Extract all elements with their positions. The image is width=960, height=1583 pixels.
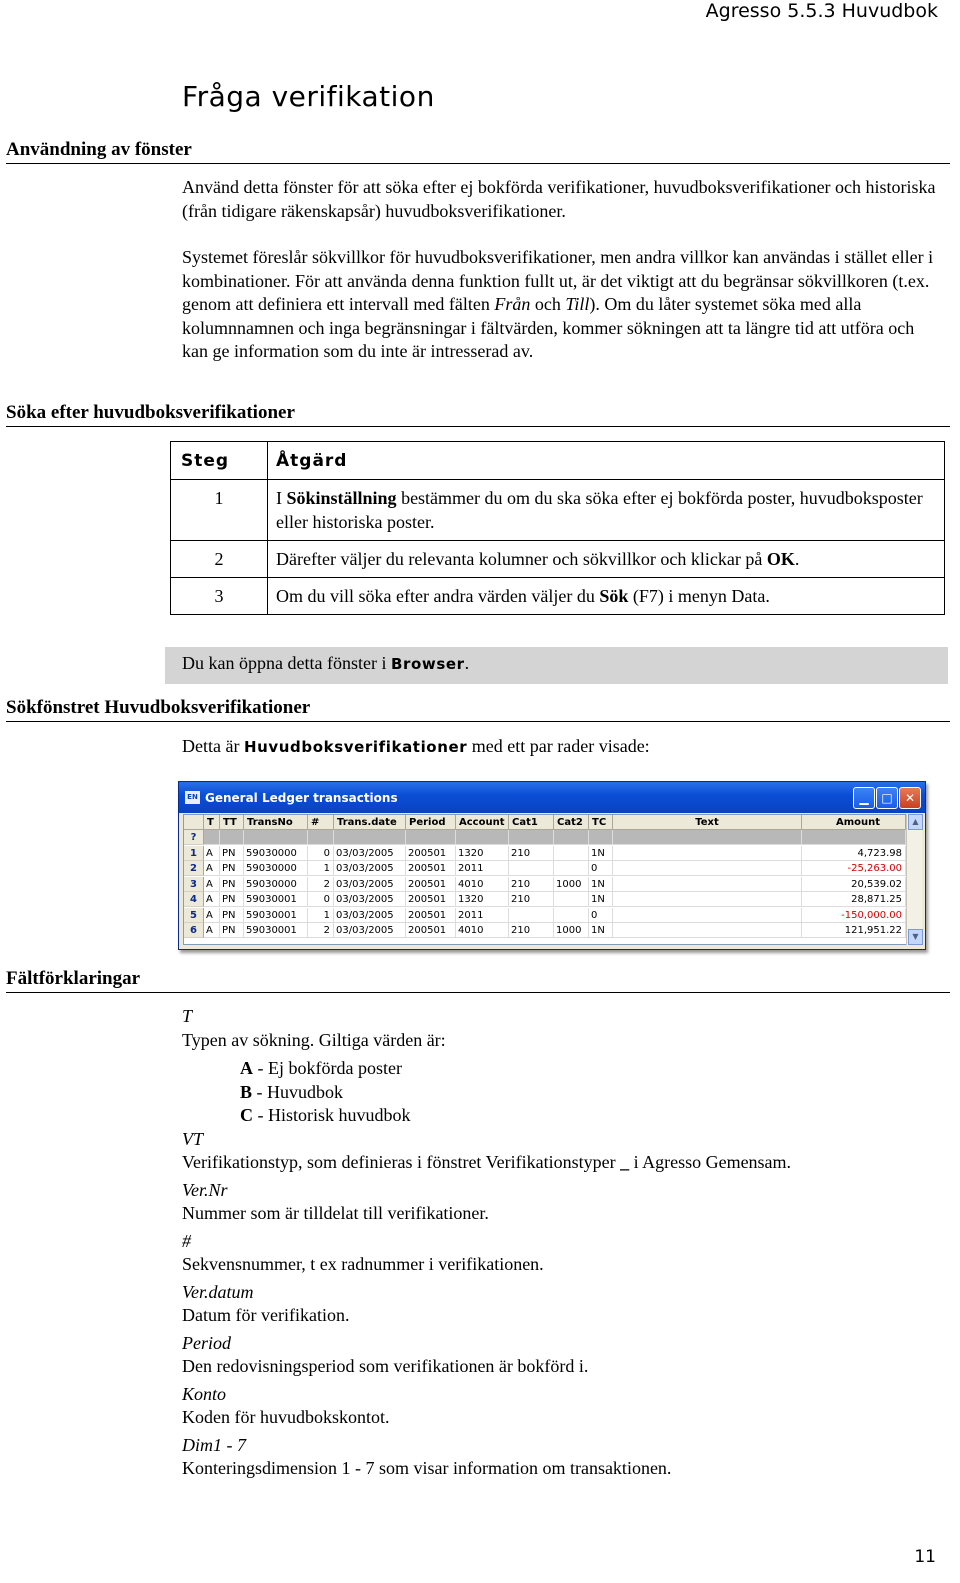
grid-cell[interactable]: 59030001 (244, 908, 308, 923)
filter-cell[interactable] (204, 830, 220, 845)
filter-row-marker[interactable]: ? (184, 830, 204, 845)
grid-cell[interactable] (554, 861, 589, 876)
window-title: General Ledger transactions (205, 791, 398, 805)
field-term: Ver.Nr (182, 1180, 228, 1200)
close-icon[interactable]: ✕ (899, 787, 921, 809)
grid-cell[interactable]: 1000 (554, 923, 589, 938)
grid-cell[interactable]: 03/03/2005 (334, 861, 406, 876)
grid-cell[interactable]: 1N (589, 923, 613, 938)
filter-cell[interactable] (334, 830, 406, 845)
filter-cell[interactable] (456, 830, 509, 845)
filter-cell[interactable] (613, 830, 802, 845)
grid-cell[interactable] (613, 892, 802, 907)
grid-cell[interactable]: PN (220, 892, 244, 907)
field-term: # (182, 1231, 191, 1251)
section-rule (6, 163, 950, 164)
grid-cell[interactable]: 03/03/2005 (334, 846, 406, 861)
row-number[interactable]: 4 (184, 892, 204, 907)
section-rule (6, 721, 950, 722)
grid-cell[interactable]: PN (220, 923, 244, 938)
field-term: Period (182, 1333, 231, 1353)
column-header[interactable]: Cat2 (554, 815, 589, 830)
grid-cell[interactable]: PN (220, 846, 244, 861)
field-description: Datum för verifikation. (182, 1305, 350, 1325)
grid-cell[interactable]: 0 (308, 892, 334, 907)
filter-cell[interactable] (509, 830, 554, 845)
browser-link: Browser (390, 655, 465, 673)
grid-cell[interactable]: 2011 (456, 861, 509, 876)
grid-cell[interactable]: 121,951.22 (802, 923, 906, 938)
grid-cell[interactable]: A (204, 923, 220, 938)
filter-cell[interactable] (554, 830, 589, 845)
grid-cell[interactable]: 200501 (406, 892, 456, 907)
field-description: Nummer som är tilldelat till verifikationer. (182, 1203, 489, 1223)
field-description: Koden för huvudbokskontot. (182, 1407, 390, 1427)
column-header[interactable]: Text (613, 815, 802, 830)
grid-cell[interactable] (613, 908, 802, 923)
column-header[interactable]: Trans.date (334, 815, 406, 830)
grid-cell[interactable]: 210 (509, 877, 554, 892)
note-text: Du kan öppna detta fönster i Browser. (182, 653, 470, 673)
filter-cell[interactable] (589, 830, 613, 845)
step-number: 2 (171, 541, 268, 578)
window-titlebar[interactable] (179, 782, 925, 813)
steps-row (171, 541, 945, 578)
grid-cell[interactable]: 28,871.25 (802, 892, 906, 907)
section-heading-usage: Användning av fönster (6, 139, 192, 160)
page-number: 11 (914, 1547, 936, 1567)
steps-col-step: Steg (171, 442, 268, 480)
field-description: Konteringsdimension 1 - 7 som visar information om transaktionen. (182, 1458, 672, 1478)
grid-cell[interactable]: 59030000 (244, 846, 308, 861)
grid-cell[interactable] (554, 892, 589, 907)
section-heading-search: Söka efter huvudboksverifikationer (6, 402, 295, 423)
field-term: Ver.datum (182, 1282, 254, 1302)
column-header[interactable]: # (308, 815, 334, 830)
grid-cell[interactable] (613, 846, 802, 861)
app-icon: EN (185, 791, 200, 804)
window-name: Huvudboksverifikationer (243, 738, 468, 756)
column-header[interactable]: Account (456, 815, 509, 830)
grid-cell[interactable]: 1 (308, 908, 334, 923)
grid-cell[interactable]: 1320 (456, 892, 509, 907)
grid-cell[interactable]: 20,539.02 (802, 877, 906, 892)
grid-cell[interactable] (613, 861, 802, 876)
grid-cell[interactable]: 210 (509, 923, 554, 938)
steps-row (171, 578, 945, 615)
field-description: Den redovisningsperiod som verifikationen är bokförd i. (182, 1356, 589, 1376)
field-option: C - Historisk huvudbok (240, 1105, 411, 1125)
grid-cell[interactable]: A (204, 861, 220, 876)
window-intro: Detta är Huvudboksverifikationer med ett par rader visade: (182, 736, 650, 756)
grid-cell[interactable]: A (204, 892, 220, 907)
grid-cell[interactable] (613, 923, 802, 938)
grid-cell[interactable]: 1N (589, 877, 613, 892)
grid-cell[interactable]: 200501 (406, 846, 456, 861)
field-term: VT (182, 1129, 204, 1149)
grid-cell[interactable] (509, 861, 554, 876)
grid-cell[interactable]: PN (220, 877, 244, 892)
grid-cell[interactable]: 59030001 (244, 923, 308, 938)
steps-row (171, 480, 945, 541)
column-header[interactable]: Cat1 (509, 815, 554, 830)
row-number[interactable]: 1 (184, 846, 204, 861)
column-header[interactable]: TC (589, 815, 613, 830)
grid-cell[interactable]: -25,263.00 (802, 861, 906, 876)
grid-cell[interactable]: 200501 (406, 923, 456, 938)
grid-cell[interactable]: 1N (589, 892, 613, 907)
grid-cell[interactable]: 1 (308, 861, 334, 876)
grid-corner[interactable] (184, 815, 204, 830)
usage-text (182, 176, 942, 364)
step-action: Därefter väljer du relevanta kolumner och sökvillkor och klickar på OK. (268, 541, 945, 578)
transactions-grid[interactable] (183, 814, 907, 945)
grid-cell[interactable]: 1000 (554, 877, 589, 892)
field-description: Verifikationstyp, som definieras i fönstret Verifikationstyper _ i Agresso Gemensam. (182, 1152, 792, 1172)
step-number: 1 (171, 480, 268, 541)
page-title: Fråga verifikation (182, 80, 435, 113)
grid-cell[interactable] (554, 846, 589, 861)
grid-cell[interactable]: 59030000 (244, 877, 308, 892)
filter-cell[interactable] (308, 830, 334, 845)
steps-table (170, 441, 945, 615)
grid-cell[interactable]: 03/03/2005 (334, 923, 406, 938)
usage-paragraph-1: Använd detta fönster för att söka efter ej bokförda verifikationer, huvudboksverifikationer och historiska (från tidigare räkenskapsår) huvudboksverifikationer. (182, 177, 936, 221)
column-header[interactable]: T (204, 815, 220, 830)
grid-cell[interactable]: 1320 (456, 846, 509, 861)
grid-cell[interactable]: 03/03/2005 (334, 908, 406, 923)
grid-cell[interactable]: 2 (308, 877, 334, 892)
grid-cell[interactable] (554, 908, 589, 923)
step-number: 3 (171, 578, 268, 615)
grid-cell[interactable]: 03/03/2005 (334, 877, 406, 892)
row-number[interactable]: 2 (184, 861, 204, 876)
grid-cell[interactable]: 2011 (456, 908, 509, 923)
filter-cell[interactable] (802, 830, 906, 845)
field-option: B - Huvudbok (240, 1082, 344, 1102)
row-number[interactable]: 6 (184, 923, 204, 938)
grid-cell[interactable]: 4010 (456, 877, 509, 892)
filter-cell[interactable] (406, 830, 456, 845)
grid-cell[interactable]: 0 (589, 861, 613, 876)
grid-cell[interactable]: A (204, 908, 220, 923)
grid-cell[interactable]: 1N (589, 846, 613, 861)
usage-paragraph-2: Systemet föreslår sökvillkor för huvudboksverifikationer, men andra villkor kan användas i stället eller i kombinationer. För att använda denna funktion fullt ut, är det viktigt att du begränsar sökvillkoren (t.ex. genom att definiera ett intervall med fälten Från och Till). Om du låter systemet söka med alla kolumnnamnen och inga begränsningar i fältvärden, kommer sökningen att ta längre tid att utföra och kan ge information som du inte är intresserad av. (182, 247, 934, 361)
column-header[interactable]: Period (406, 815, 456, 830)
section-rule (6, 992, 950, 993)
grid-cell[interactable]: 0 (589, 908, 613, 923)
grid-cell[interactable]: -150,000.00 (802, 908, 906, 923)
filter-cell[interactable] (244, 830, 308, 845)
field-term: Dim1 - 7 (182, 1435, 246, 1455)
grid-cell[interactable]: PN (220, 861, 244, 876)
grid-cell[interactable]: 59030000 (244, 861, 308, 876)
steps-col-action: Åtgärd (268, 442, 945, 480)
column-header[interactable]: Amount (802, 815, 906, 830)
step-action: Om du vill söka efter andra värden väljer du Sök (F7) i menyn Data. (268, 578, 945, 615)
scroll-up-icon[interactable]: ▲ (908, 814, 923, 830)
column-header[interactable]: TT (220, 815, 244, 830)
gl-transactions-window (178, 781, 926, 950)
minimize-icon[interactable]: ▁ (853, 787, 875, 809)
row-number[interactable]: 5 (184, 908, 204, 923)
grid-cell[interactable]: 0 (308, 846, 334, 861)
grid-cell[interactable]: A (204, 846, 220, 861)
grid-cell[interactable] (613, 877, 802, 892)
vertical-scrollbar[interactable] (906, 814, 922, 945)
grid-cell[interactable]: 03/03/2005 (334, 892, 406, 907)
field-term: T (182, 1006, 193, 1026)
step-action: I Sökinställning bestämmer du om du ska söka efter ej bokförda poster, huvudboksposter eller historiska poster. (268, 480, 945, 541)
filter-cell[interactable] (220, 830, 244, 845)
section-heading-fields: Fältförklaringar (6, 968, 141, 989)
section-heading-window: Sökfönstret Huvudboksverifikationer (6, 697, 311, 718)
grid-cell[interactable] (509, 908, 554, 923)
grid-cell[interactable]: 4010 (456, 923, 509, 938)
column-header[interactable]: TransNo (244, 815, 308, 830)
grid-cell[interactable]: 200501 (406, 908, 456, 923)
grid-cell[interactable]: PN (220, 908, 244, 923)
steps-header-row (171, 442, 945, 480)
section-rule (6, 426, 950, 427)
grid-cell[interactable]: 200501 (406, 877, 456, 892)
grid-cell[interactable]: A (204, 877, 220, 892)
field-description: Sekvensnummer, t ex radnummer i verifikationen. (182, 1254, 544, 1274)
field-description: Typen av sökning. Giltiga värden är: (182, 1030, 446, 1050)
row-number[interactable]: 3 (184, 877, 204, 892)
grid-cell[interactable]: 2 (308, 923, 334, 938)
maximize-icon[interactable]: □ (876, 787, 898, 809)
grid-cell[interactable]: 4,723.98 (802, 846, 906, 861)
grid-cell[interactable]: 210 (509, 846, 554, 861)
grid-cell[interactable]: 210 (509, 892, 554, 907)
grid-cell[interactable]: 200501 (406, 861, 456, 876)
field-option: A - Ej bokförda poster (240, 1058, 402, 1078)
scroll-down-icon[interactable]: ▼ (908, 929, 923, 945)
running-header: Agresso 5.5.3 Huvudbok (705, 0, 938, 22)
grid-cell[interactable]: 59030001 (244, 892, 308, 907)
field-term: Konto (182, 1384, 227, 1404)
